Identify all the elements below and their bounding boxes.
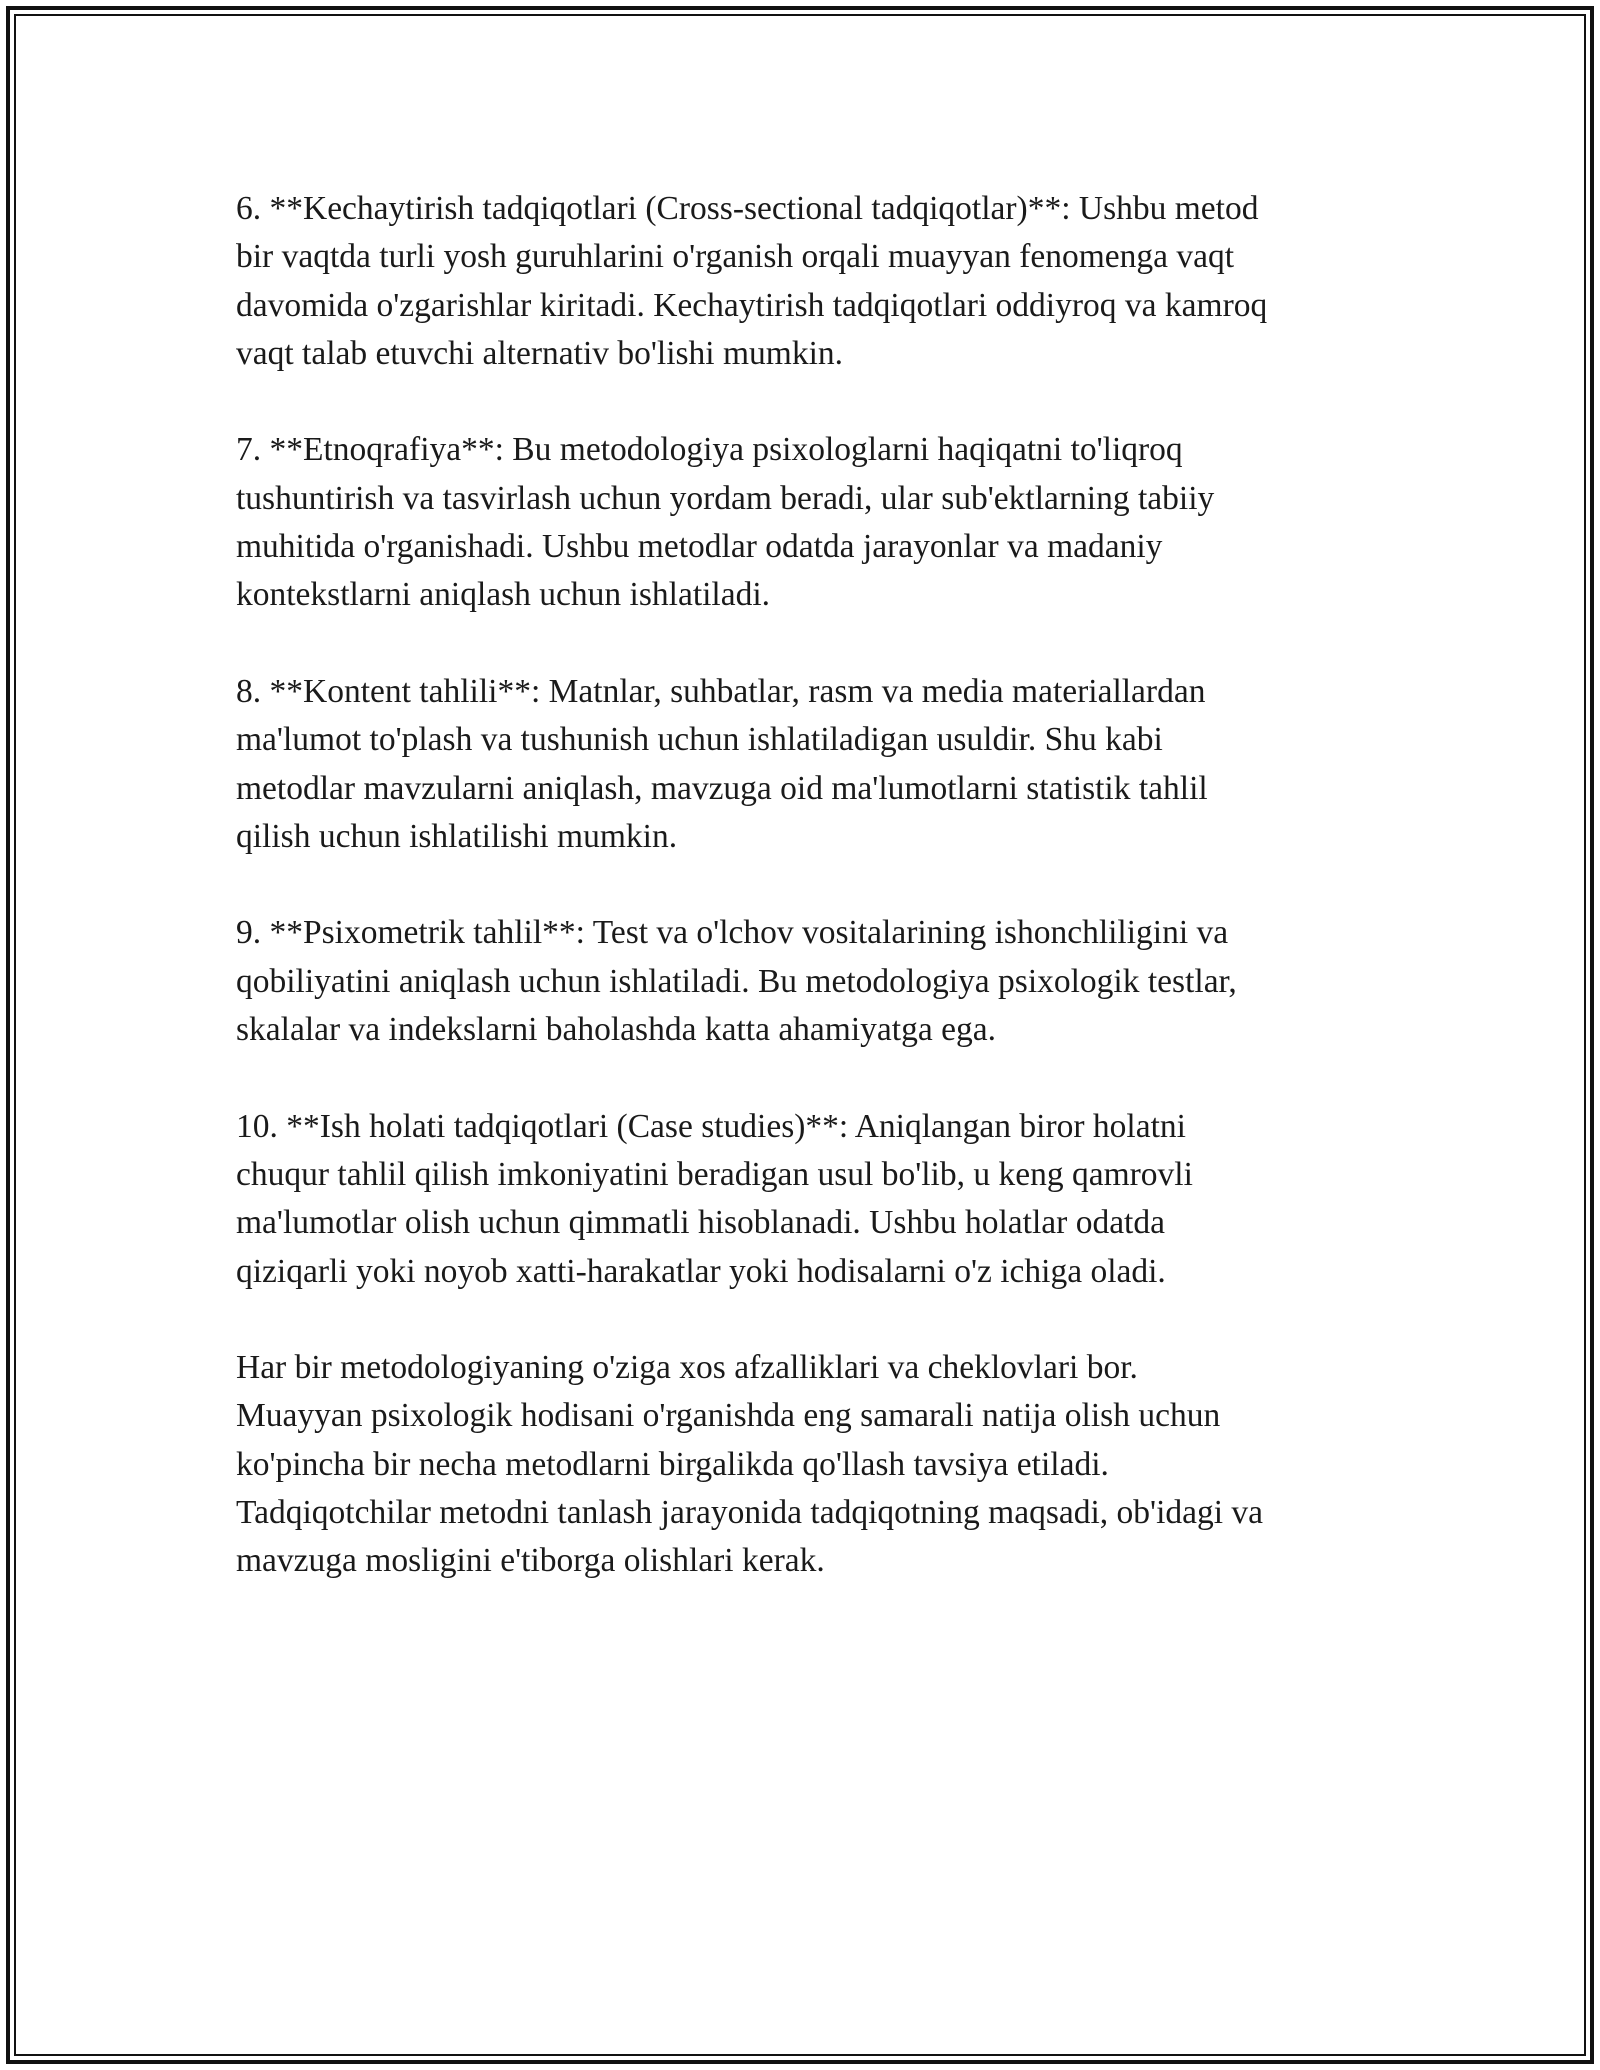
text-line: metodlar mavzularni aniqlash, mavzuga oid ma'lumotlarni statistik tahlil	[236, 769, 1208, 807]
text-line: Muayyan psixologik hodisani o'rganishda eng samarali natija olish uchun	[236, 1397, 1221, 1435]
text-line: 7. **Etnoqrafiya**: Bu metodologiya psixologlarni haqiqatni to'liqroq	[236, 431, 1183, 469]
text-line: ma'lumotlar olish uchun qimmatli hisoblanadi. Ushbu holatlar odatda	[236, 1204, 1165, 1242]
document-body	[236, 185, 1376, 1586]
text-line: 8. **Kontent tahlili**: Matnlar, suhbatlar, rasm va media materiallardan	[236, 672, 1206, 710]
text-line: tushuntirish va tasvirlash uchun yordam beradi, ular sub'ektlarning tabiiy	[236, 479, 1215, 517]
text-line: qobiliyatini aniqlash uchun ishlatiladi. Bu metodologiya psixologik testlar,	[236, 962, 1237, 1000]
text-line: skalalar va indekslarni baholashda katta ahamiyatga ega.	[236, 1011, 996, 1049]
paragraph-conclusion	[236, 1344, 1376, 1585]
text-line: kontekstlarni aniqlash uchun ishlatiladi.	[236, 576, 771, 614]
text-line: Tadqiqotchilar metodni tanlash jarayonida tadqiqotning maqsadi, ob'idagi va	[236, 1494, 1264, 1532]
text-line: muhitida o'rganishadi. Ushbu metodlar odatda jarayonlar va madaniy	[236, 528, 1163, 566]
text-line: ma'lumot to'plash va tushunish uchun ishlatiladigan usuldir. Shu kabi	[236, 721, 1163, 759]
text-line: qiziqarli yoki noyob xatti-harakatlar yoki hodisalarni o'z ichiga oladi.	[236, 1252, 1166, 1290]
text-line: Har bir metodologiyaning o'ziga xos afzalliklari va cheklovlari bor.	[236, 1349, 1138, 1387]
text-line: 10. **Ish holati tadqiqotlari (Case studies)**: Aniqlangan biror holatni	[236, 1107, 1186, 1145]
text-line: ko'pincha bir necha metodlarni birgalikda qo'llash tavsiya etiladi.	[236, 1445, 1109, 1483]
paragraph-item-9	[236, 909, 1376, 1054]
text-line: vaqt talab etuvchi alternativ bo'lishi mumkin.	[236, 334, 844, 372]
paragraph-item-8	[236, 668, 1376, 861]
text-line: mavzuga mosligini e'tiborga olishlari kerak.	[236, 1542, 825, 1580]
text-line: 9. **Psixometrik tahlil**: Test va o'lchov vositalarining ishonchliligini va	[236, 914, 1229, 952]
text-line: qilish uchun ishlatilishi mumkin.	[236, 817, 678, 855]
text-line: davomida o'zgarishlar kiritadi. Kechaytirish tadqiqotlari oddiyroq va kamroq	[236, 286, 1268, 324]
paragraph-item-7	[236, 426, 1376, 619]
paragraph-item-6	[236, 185, 1376, 378]
text-line: 6. **Kechaytirish tadqiqotlari (Cross-sectional tadqiqotlar)**: Ushbu metod	[236, 190, 1259, 227]
text-line: chuqur tahlil qilish imkoniyatini beradigan usul bo'lib, u keng qamrovli	[236, 1155, 1193, 1193]
paragraph-item-10	[236, 1103, 1376, 1296]
text-line: bir vaqtda turli yosh guruhlarini o'rganish orqali muayyan fenomenga vaqt	[236, 238, 1235, 276]
